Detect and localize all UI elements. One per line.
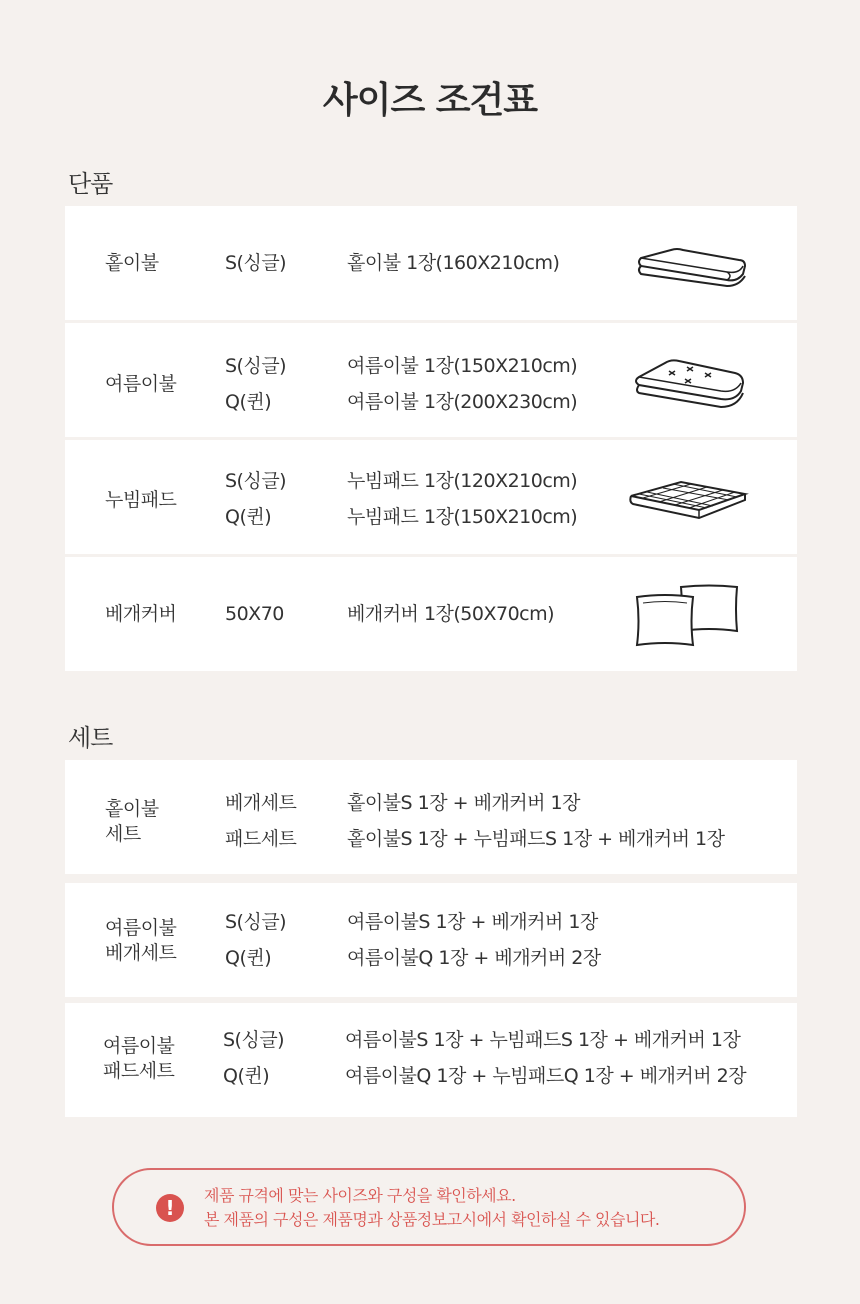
set-type: 베개세트 패드세트 (225, 792, 297, 850)
item-name: 여름이불 (105, 373, 177, 395)
set-type: S(싱글) Q(퀸) (223, 1029, 285, 1087)
set-contents: 홑이불S 1장 + 베개커버 1장 홑이불S 1장 + 누빔패드S 1장 + 베개커버 1장 (347, 792, 725, 850)
notice-text: 제품 규격에 맞는 사이즈와 구성을 확인하세요. 본 제품의 구성은 제품명과 상품정보고시에서 확인하실 수 있습니다. (204, 1186, 660, 1229)
item-contents: 누빔패드 1장(120X210cm) 누빔패드 1장(150X210cm) (347, 470, 578, 528)
set-row (65, 1003, 797, 1117)
set-contents: 여름이불S 1장 + 누빔패드S 1장 + 베개커버 1장 여름이불Q 1장 + 누빔패드Q 1장 + 베개커버 2장 (345, 1029, 747, 1087)
set-name: 여름이불 패드세트 (103, 1035, 175, 1082)
item-name: 베개커버 (105, 603, 177, 625)
set-row (65, 883, 797, 997)
folded-blanket-icon (633, 244, 749, 288)
set-type: S(싱글) Q(퀸) (225, 911, 287, 969)
section-title-single: 단품 (68, 170, 113, 198)
item-size: 50X70 (225, 603, 284, 625)
pillows-icon (635, 581, 743, 649)
item-size: S(싱글) Q(퀸) (225, 470, 287, 528)
item-contents: 여름이불 1장(150X210cm) 여름이불 1장(200X230cm) (347, 355, 578, 413)
item-size: S(싱글) Q(퀸) (225, 355, 287, 413)
item-name: 홑이불 (105, 252, 159, 274)
item-contents: 베개커버 1장(50X70cm) (347, 603, 555, 625)
single-row (65, 323, 797, 437)
single-row (65, 557, 797, 671)
page-title: 사이즈 조건표 (322, 80, 538, 121)
set-name: 홑이불 세트 (105, 798, 159, 845)
set-name: 여름이불 베개세트 (105, 917, 177, 964)
set-contents: 여름이불S 1장 + 베개커버 1장 여름이불Q 1장 + 베개커버 2장 (347, 911, 601, 969)
set-row (65, 760, 797, 874)
quilted-blanket-icon (631, 353, 749, 411)
section-title-set: 세트 (68, 724, 113, 752)
single-row (65, 206, 797, 320)
single-row (65, 440, 797, 554)
item-name: 누빔패드 (105, 489, 177, 511)
notice-box (112, 1168, 746, 1246)
exclamation-icon: ! (156, 1194, 184, 1222)
item-size: S(싱글) (225, 252, 287, 274)
item-contents: 홑이불 1장(160X210cm) (347, 252, 560, 274)
quilted-pad-icon (627, 478, 749, 522)
